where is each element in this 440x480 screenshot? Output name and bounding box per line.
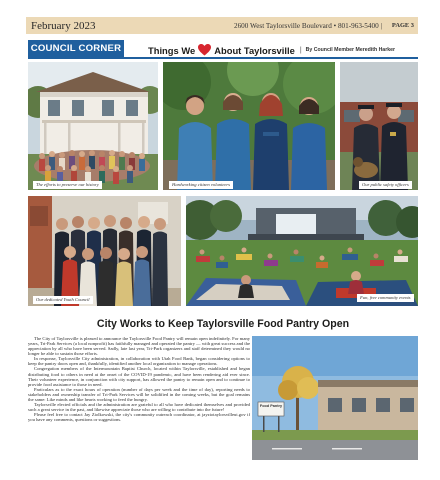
article-paragraph: The City of Taylorsville is pleased to announce the Taylorsville Food Pantry will remain open indefinitely. For many years, Tri-Park Services (a local nonprofit) has faithfully managed and operated the pantry — with great success and the appreciation by all who have been served. Sadly, late last year, Tri-Park organizers and staff determined they would no longer be able to sustain those efforts.: [28, 336, 250, 357]
caption-youth-council: Our dedicated Youth Council: [33, 296, 93, 304]
issue-month: February 2023: [31, 19, 96, 32]
city-hall-address: 2600 West Taylorsville Boulevard • 801-963-5400 |: [233, 21, 382, 30]
masthead-bar: [26, 17, 418, 34]
article-body: [28, 336, 250, 422]
caption-volunteers: Hardworking citizen volunteers: [169, 181, 233, 189]
council-corner-badge: COUNCIL CORNER: [28, 40, 124, 57]
article-paragraph: Congregation members of the Intermountain Baptist Church, located within Taylorsville, established and began distributing food to others in need at the onset of the COVID-19 pandemic, and have been rendering aid ever since. Their volunteer experience, in conjunction with city support, has allowed the pantry to remain open and to continue to provide food assistance to those in need.: [28, 366, 250, 387]
caption-community-events: Fun, free community events: [357, 294, 414, 302]
photo-historic-house: [28, 62, 158, 190]
caption-public-safety: Our public safety officers: [359, 181, 412, 189]
heart-icon: [198, 44, 211, 56]
title-separator: |: [299, 46, 302, 54]
feature-title-left: Things We: [148, 44, 196, 56]
article-paragraph: Taylorsville elected officials and the administration are grateful to all who have dedicated themselves and provided such a great service in the past, and likewise appreciate those who are willing to contribute into the future!: [28, 402, 250, 413]
photo-citizen-volunteers: [163, 62, 335, 190]
article-title: City Works to Keep Taylorsville Food Pantry Open: [96, 318, 350, 330]
article-paragraph: In response, Taylorsville City administration, in collaboration with Utah Food Bank, began considering options to keep the pantry doors open and, thankfully, identified another local organization to manage operations.: [28, 356, 250, 367]
article-paragraph: Particulars as to the exact hours of operation (number of days per week and the time of day), reporting needs to stakeholders and ownership transfer of Tri-Park Services will be solidified in the coming weeks, but the goal remains the same: Like minds and like hearts working to feed the hungry.: [28, 386, 250, 402]
feature-title-right: About Taylorsville: [214, 44, 295, 56]
section-rule: [28, 57, 418, 59]
article-paragraph: Please feel free to contact Jay Ziolkowski, the city's community outreach coordinator, at jayziotaylorsvilleut.gov if you have any comments, questions or suggestions.: [28, 412, 250, 423]
page-number: PAGE 3: [391, 22, 414, 29]
photo-community-events: [186, 196, 418, 306]
photo-public-safety: [340, 62, 418, 190]
caption-history: The efforts to preserve our history: [33, 181, 102, 189]
photo-youth-council: [28, 196, 181, 306]
photo-food-pantry: [252, 336, 418, 460]
food-pantry-sign-text: Food Pantry: [259, 404, 283, 408]
feature-title: [148, 44, 395, 56]
byline: By Council Member Meredith Harker: [305, 47, 396, 53]
